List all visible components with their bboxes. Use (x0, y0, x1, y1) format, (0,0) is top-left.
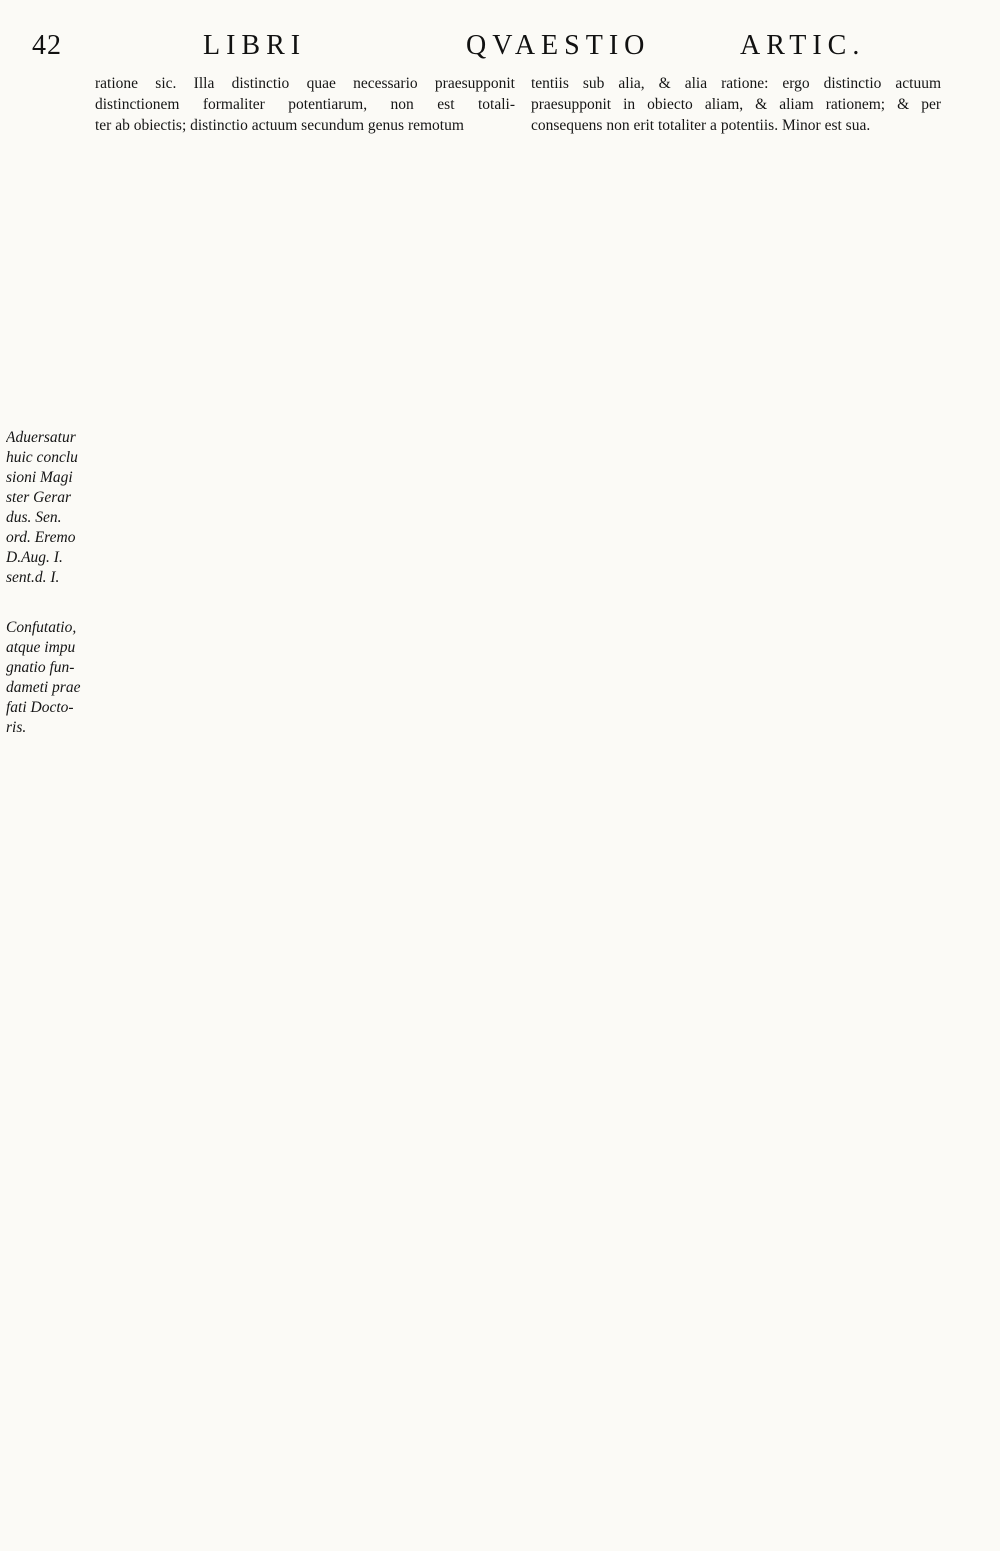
running-title-center: QVAESTIO (466, 30, 651, 61)
marginal-note-line: D.Aug. I. (6, 549, 63, 566)
marginal-note-line: dus. Sen. (6, 509, 62, 526)
text-line: ratione sic. Illa distinctio quae necessario praesupponit (95, 75, 515, 92)
left-text-column (95, 73, 515, 137)
marginal-note-line: ord. Eremo (6, 529, 76, 546)
marginal-note-line: atque impu (6, 639, 76, 656)
running-title-right: ARTIC. (740, 30, 866, 61)
marginal-note-line: gnatio fun- (6, 659, 75, 676)
right-text-column (531, 73, 941, 137)
marginal-note-line: Aduersatur (6, 429, 76, 446)
text-line: tentiis sub alia, & alia ratione: ergo distinctio actuum (531, 75, 941, 92)
marginal-note-line: dameti prae (6, 679, 81, 696)
running-title-left: LIBRI (203, 30, 307, 61)
marginal-notes (6, 428, 91, 768)
marginal-note-line: sent.d. I. (6, 569, 60, 586)
marginal-note-line: fati Docto- (6, 699, 74, 716)
text-line: consequens non erit totaliter a potentiis. Minor est sua. (531, 117, 871, 135)
page-number: 42 (32, 30, 62, 61)
text-line: ter ab obiectis; distinctio actuum secundum genus remotum (95, 117, 464, 135)
running-header (28, 30, 960, 70)
marginal-note-line: ster Gerar (6, 489, 72, 506)
text-line: praesupponit in obiecto aliam, & aliam rationem; & per (531, 96, 941, 114)
text-line: distinctionem formaliter potentiarum, non est totali- (95, 96, 515, 114)
marginal-note-line: huic conclu (6, 449, 78, 466)
marginal-note-line: sioni Magi (6, 469, 73, 486)
marginal-note-line: Confutatio, (6, 619, 77, 636)
marginal-note (6, 428, 91, 588)
marginal-note-line: ris. (6, 719, 27, 736)
marginal-note (6, 618, 91, 738)
